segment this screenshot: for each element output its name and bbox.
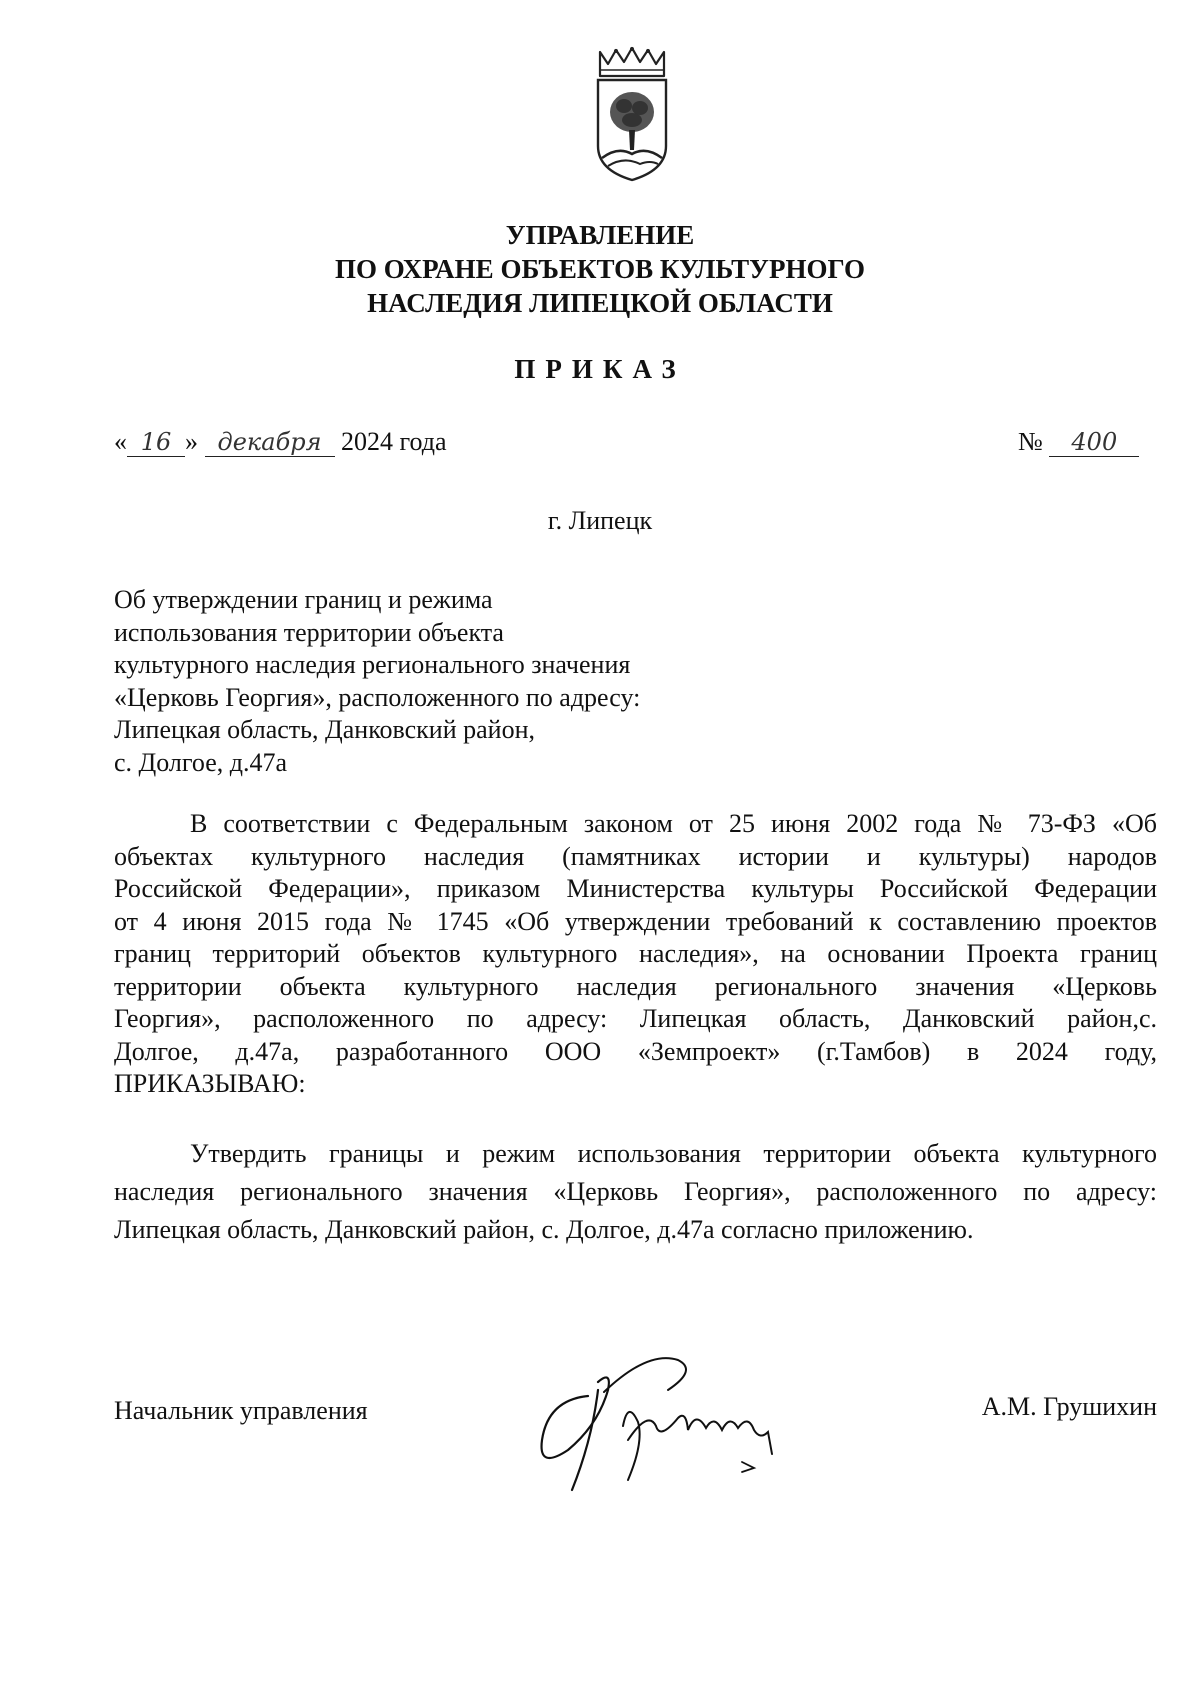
paragraph-line: Долгое, д.47а, разработанного ООО «Земпроект» (г.Тамбов) в 2024 году, bbox=[114, 1036, 1157, 1066]
paragraph-line: Утвердить границы и режим использования территории объекта культурного bbox=[190, 1139, 1157, 1168]
paragraph-line: Российской Федерации», приказом Министерства культуры Российской Федерации bbox=[114, 874, 1157, 903]
paragraph-line: В соответствии с Федеральным законом от 25 июня 2002 года № 73-ФЗ «Об bbox=[190, 809, 1157, 838]
signatory-name: А.М. Грушихин bbox=[981, 1392, 1157, 1421]
body-paragraph-2 bbox=[114, 1135, 1157, 1249]
handwritten-signature bbox=[528, 1330, 818, 1500]
date-day-handwritten: 16 bbox=[127, 428, 185, 457]
order-date bbox=[114, 427, 447, 457]
organization-header bbox=[0, 218, 1200, 320]
number-label: № bbox=[1018, 427, 1043, 456]
paragraph-line: ПРИКАЗЫВАЮ: bbox=[114, 1069, 306, 1098]
paragraph-line: от 4 июня 2015 года № 1745 «Об утверждении требований к составлению проектов bbox=[114, 906, 1157, 936]
body-paragraph-1 bbox=[114, 808, 1157, 1101]
paragraph-line: территории объекта культурного наследия регионального значения «Церковь bbox=[114, 971, 1157, 1001]
header-line-1: УПРАВЛЕНИЕ bbox=[505, 220, 695, 250]
paragraph-line: Липецкая область, Данковский район, с. Долгое, д.47а согласно приложению. bbox=[114, 1215, 974, 1244]
coat-of-arms-emblem bbox=[594, 46, 670, 184]
date-open-quote: « bbox=[114, 427, 127, 456]
paragraph-line: Георгия», расположенного по адресу: Липецкая область, Данковский район,с. bbox=[114, 1004, 1157, 1033]
paragraph-line: границ территорий объектов культурного наследия», на основании Проекта границ bbox=[114, 939, 1157, 968]
date-year: 2024 года bbox=[341, 427, 447, 456]
header-line-2: ПО ОХРАНЕ ОБЪЕКТОВ КУЛЬТУРНОГО bbox=[335, 254, 865, 284]
city-name: г. Липецк bbox=[547, 506, 653, 535]
date-close-quote: » bbox=[185, 427, 198, 456]
date-month-handwritten: декабря bbox=[205, 428, 335, 457]
header-line-3: НАСЛЕДИЯ ЛИПЕЦКОЙ ОБЛАСТИ bbox=[367, 288, 833, 318]
subject-line: культурного наследия регионального значения bbox=[114, 650, 631, 679]
subject-line: «Церковь Георгия», расположенного по адресу: bbox=[114, 682, 641, 712]
paragraph-line: наследия регионального значения «Церковь Георгия», расположенного по адресу: bbox=[114, 1177, 1157, 1206]
order-title: ПРИКАЗ bbox=[514, 354, 686, 384]
order-subject bbox=[114, 584, 640, 779]
subject-line: Липецкая область, Данковский район, bbox=[114, 715, 536, 744]
paragraph-line: объектах культурного наследия (памятниках истории и культуры) народов bbox=[114, 841, 1157, 871]
order-number bbox=[1018, 427, 1139, 457]
subject-line: использования территории объекта bbox=[114, 617, 504, 647]
subject-line: Об утверждении границ и режима bbox=[114, 585, 493, 614]
subject-line: с. Долгое, д.47а bbox=[114, 747, 288, 777]
number-value-handwritten: 400 bbox=[1049, 428, 1139, 457]
signatory-position: Начальник управления bbox=[114, 1396, 368, 1425]
